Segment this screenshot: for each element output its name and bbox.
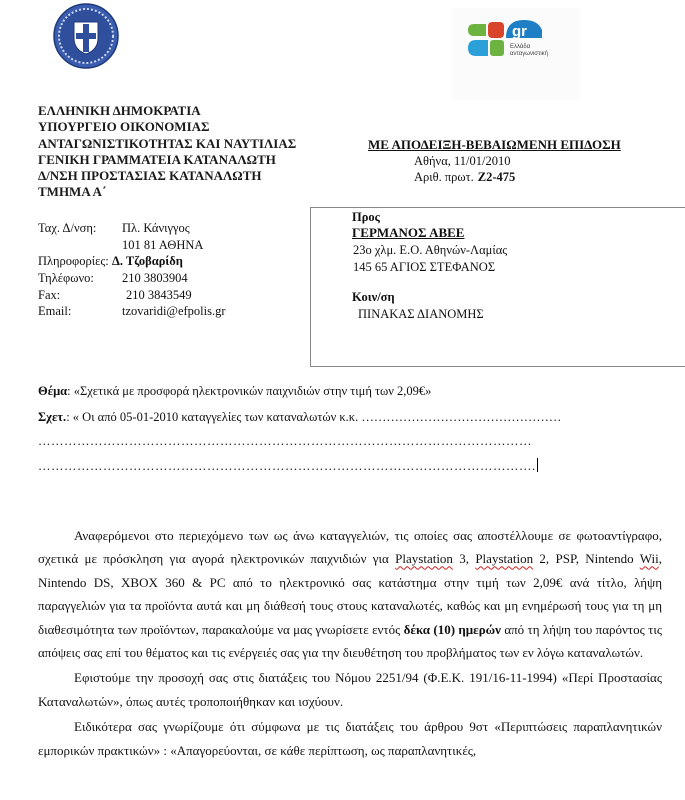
gr-brand-text: gr [512, 23, 527, 40]
subject-line [38, 384, 431, 399]
body-text-run: , Nintendo DS, XBOX 360 & PC από το ηλεκτρονικό σας κατάστημα στην τιμή των 2,09€ ανά τίτλο, λήψη παραγγελιών για τα προϊόντα αυτά και μη διάθεσή τους στους καταναλωτές, καθώς και μη ενημέρωσή τους για τη μη διαθεσιμότητα των προϊόντων, παρακαλούμε να μας γνωρίσετε εντός [38, 551, 662, 637]
body-paragraph-1 [38, 524, 662, 664]
gr-caption-1: Ελλάδα [510, 44, 531, 50]
fax-label: Fax: [38, 287, 61, 302]
spellcheck-word: Playstation [475, 551, 534, 567]
body-text-run: 3, [452, 551, 476, 567]
recipient-name: ΓΕΡΜΑΝΟΣ ΑΒΕΕ [352, 225, 465, 240]
reference-text: : « Οι από 05-01-2010 καταγγελίες των καταναλωτών κ.κ. ………………………………………… [66, 410, 562, 424]
protocol-value: Ζ2-475 [477, 170, 516, 184]
phone-value: 210 3803904 [122, 271, 188, 286]
reference-dots-3-text: ……………………………………………………………………………………………………. [38, 459, 536, 473]
recipient-address-1: 23ο χλμ. Ε.Ο. Αθηνών-Λαμίας [353, 243, 508, 257]
issuer-header [38, 103, 296, 201]
body-paragraph-2: Εφιστούμε την προσοχή σας στις διατάξεις του Νόμου 2251/94 (Φ.Ε.Κ. 191/16-11-1994) «Περί Προστασίας Καταναλωτών», όπως αυτές τροποποιήθηκαν και ισχύουν. [38, 670, 662, 709]
reference-dots-3 [38, 458, 538, 474]
reference-line [38, 410, 561, 425]
body-text [38, 524, 662, 764]
recipient-address-2: 145 65 ΑΓΙΟΣ ΣΤΕΦΑΝΟΣ [353, 260, 496, 274]
body-text-run: Αναφερόμενοι στο περιεχόμενο των ως άνω καταγγελιών, τις οποίες σας αποστέλλουμε σε φωτοαντίγραφο, σχετικά με πρόσκληση για αγορά ηλεκτρονικών παιχνιδιών για [38, 528, 662, 567]
issuer-line: ΓΕΝΙΚΗ ΓΡΑΜΜΑΤΕΙΑ ΚΑΤΑΝΑΛΩΤΗ [38, 151, 276, 167]
issuer-line: ΥΠΟΥΡΓΕΙΟ ΟΙΚΟΝΟΜΙΑΣ [38, 119, 210, 135]
email-value: tzovaridi@efpolis.gr [122, 304, 226, 319]
greek-coat-of-arms-logo [52, 2, 120, 70]
spellcheck-word: Playstation [395, 551, 453, 567]
protocol-label: Αριθ. πρωτ. [414, 170, 474, 184]
info-label: Πληροφορίες: [38, 254, 109, 269]
greece-competitive-logo [452, 8, 580, 100]
body-text-run: από τη λήψη του παρόντος τις απόψεις σας επί του θέματος και τις ενέργειές σας για την διευθέτηση του προβλήματος των εν λόγω καταναλωτών. [38, 621, 662, 661]
cc-label: Κοιν/ση [352, 290, 395, 304]
issuer-line: ΕΛΛΗΝΙΚΗ ΔΗΜΟΚΡΑΤΙΑ [38, 103, 201, 118]
phone-label: Τηλέφωνο: [38, 271, 94, 286]
text-cursor [537, 458, 538, 472]
issuer-line: ΤΜΗΜΑ Α΄ [38, 184, 107, 200]
issuer-line: Δ/ΝΣΗ ΠΡΟΣΤΑΣΙΑΣ ΚΑΤΑΝΑΛΩΤΗ [38, 168, 262, 184]
spellcheck-word: Wii [639, 551, 659, 567]
delivery-method: ΜΕ ΑΠΟΔΕΙΞΗ-ΒΕΒΑΙΩΜΕΝΗ ΕΠΙΔΟΣΗ [368, 137, 621, 152]
subject-text: : «Σχετικά με προσφορά ηλεκτρονικών παιχνιδιών στην τιμή των 2,09€» [67, 384, 432, 398]
address-label: Ταχ. Δ/νση: [38, 221, 97, 235]
reference-dots-2: …………………………………………………………………………………………………… [38, 434, 532, 448]
reference-label: Σχετ. [38, 410, 67, 424]
deadline-emphasis: δέκα (10) ημερών [403, 621, 501, 637]
info-value: Δ. Τζοβαρίδη [112, 254, 183, 269]
email-label: Email: [38, 304, 72, 319]
address-line2: 101 81 ΑΘΗΝΑ [122, 237, 204, 252]
issuer-line: ΑΝΤΑΓΩΝΙΣΤΙΚΟΤΗΤΑΣ ΚΑΙ ΝΑΥΤΙΛΙΑΣ [38, 135, 297, 151]
to-label: Προς [352, 210, 380, 224]
cc-value: ΠΙΝΑΚΑΣ ΔΙΑΝΟΜΗΣ [358, 307, 484, 321]
fax-value: 210 3843549 [126, 287, 192, 302]
document-date: Αθήνα, 11/01/2010 [414, 154, 511, 168]
address-line1: Πλ. Κάνιγγος [122, 221, 190, 235]
subject-label: Θέμα [38, 384, 68, 398]
gr-caption-2: ανταγωνιστική [510, 51, 548, 57]
body-paragraph-3: Ειδικότερα σας γνωρίζουμε ότι σύμφωνα με τις διατάξεις του άρθρου 9στ «Περιπτώσεις παραπλανητικών εμπορικών πρακτικών» : «Απαγορεύονται, σε κάθε περίπτωση, ως παραπλανητικές, [38, 719, 662, 758]
body-text-run: 2, PSP, Nintendo [533, 551, 640, 567]
protocol-number [414, 170, 515, 185]
